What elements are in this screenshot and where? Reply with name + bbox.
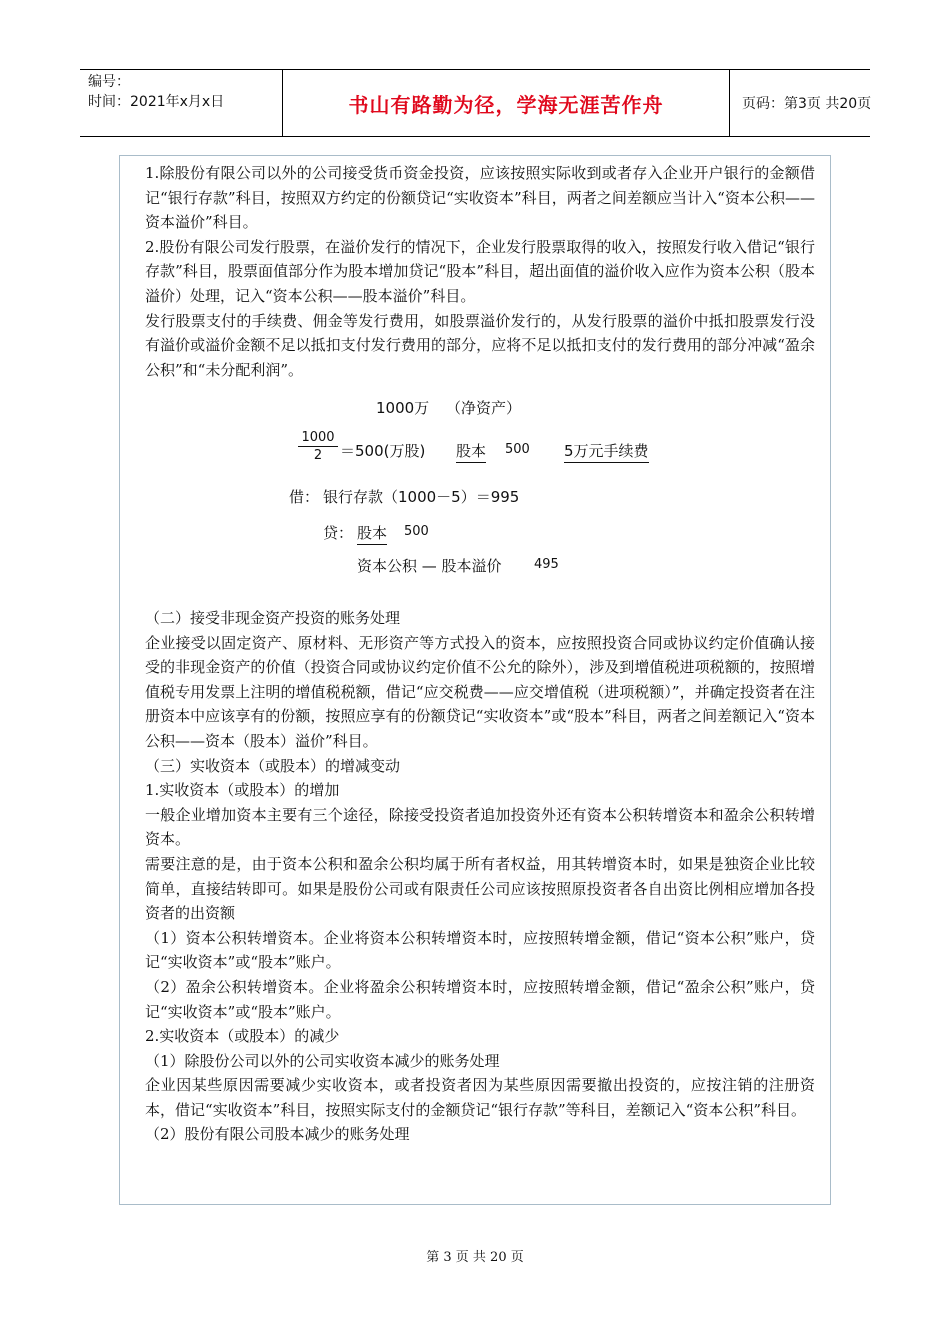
header-meta — [80, 70, 282, 136]
diagram-net-assets-note: （净资产） — [446, 399, 522, 417]
diagram-credit-label: 股本 — [357, 522, 387, 545]
page-header — [80, 69, 870, 137]
paragraph: 发行股票支付的手续费、佣金等发行费用，如股票溢价发行的，从发行股票的溢价中抵扣股票发行没有溢价或溢价金额不足以抵扣支付发行费用的部分，应将不足以抵扣支付的发行费用的部分冲减“盈余公积”和“未分配利润”。 — [145, 311, 815, 379]
paragraph: （2）盈余公积转增资本。企业将盈余公积转增资本时，应按照转增金额，借记“盈余公积”账户，贷记“实收资本”或“股本”账户。 — [145, 977, 815, 1021]
diagram-credit-prefix: 贷： — [323, 524, 354, 542]
paragraph: 一般企业增加资本主要有三个途径，除接受投资者追加投资外还有资本公积转增资本和盈余公积转增资本。 — [145, 805, 815, 849]
number-label: 编号： — [88, 74, 130, 90]
paragraph: 需要注意的是，由于资本公积和盈余公积均属于所有者权益，用其转增资本时，如果是独资企业比较简单，直接结转即可。如果是股份公司或有限责任公司应该按照原投资者各自出资比例相应增加各投资者的出资额 — [145, 854, 815, 923]
fraction-numerator: 1000 — [298, 430, 338, 447]
header-motto: 书山有路勤为径，学海无涯苦作舟 — [282, 70, 730, 136]
section-heading: （二）接受非现金资产投资的账务处理 — [145, 609, 401, 627]
diagram-equity-value: 500 — [505, 442, 530, 457]
page-footer: 第 3 页 共 20 页 — [426, 1250, 524, 1265]
fraction-denominator: 2 — [313, 448, 323, 463]
subsection-heading: （1）除股份公司以外的公司实收资本减少的账务处理 — [145, 1051, 500, 1070]
diagram-credit-value: 500 — [404, 524, 429, 539]
subsection-heading: 2.实收资本（或股本）的减少 — [145, 1027, 340, 1046]
paragraph: （1）资本公积转增资本。企业将资本公积转增资本时，应按照转增金额，借记“资本公积”账户，贷记“实收资本”或“股本”账户。 — [145, 928, 815, 972]
diagram-amount: 1000万 — [376, 399, 430, 417]
subsection-heading: （2）股份有限公司股本减少的账务处理 — [145, 1125, 410, 1144]
paragraph: 企业接受以固定资产、原材料、无形资产等方式投入的资本，应按照投资合同或协议约定价值确认接受的非现金资产的价值（投资合同或协议约定价值不公允的除外），涉及到增值税进项税额的，按照增值税专用发票上注明的增值税税额，借记“应交税费——应交增值税（进项税额）”，并确定投资者在注册资本中应该享有的份额，按照应享有的份额贷记“实收资本”或“股本”科目，两者之间差额记入“资本公积——资本（股本）溢价”科目。 — [145, 633, 815, 750]
paragraph: 2.股份有限公司发行股票，在溢价发行的情况下，企业发行股票取得的收入，按照发行收入借记“银行存款”科目，股票面值部分作为股本增加贷记“股本”科目，超出面值的溢价收入应作为资本公积（股本溢价）处理，记入“资本公积——股本溢价”科目。 — [145, 237, 815, 305]
page-info: 页码：第3页 共20页 — [742, 96, 872, 112]
section-monetary-investment — [145, 161, 815, 382]
paragraph: 1.除股份有限公司以外的公司接受货币资金投资，应该按照实际收到或者存入企业开户银行的金额借记“银行存款”科目，按照双方约定的份额贷记“实收资本”科目，两者之间差额应当计入“资本公积——资本溢价”科目。 — [145, 164, 815, 232]
subsection-heading: 1.实收资本（或股本）的增加 — [145, 781, 340, 800]
section-heading: （三）实收资本（或股本）的增减变动 — [145, 756, 401, 775]
diagram-premium-value: 495 — [534, 557, 559, 572]
paragraph: 企业因某些原因需要减少实收资本，或者投资者因为某些原因需要撤出投资的，应按注销的注册资本，借记“实收资本”科目，按照实际支付的金额贷记“银行存款”等科目，差额记入“资本公积”科目。 — [145, 1076, 815, 1119]
time-label: 时间：2021年x月x日 — [88, 94, 225, 110]
section-non-cash-investment — [145, 606, 815, 1147]
diagram-equity-label: 股本 — [456, 440, 486, 463]
diagram-share-count: ＝500(万股) — [340, 442, 426, 460]
diagram-fraction — [298, 430, 338, 463]
diagram-fee-note: 5万元手续费 — [564, 440, 649, 463]
diagram-debit-entry: 银行存款（1000－5）＝995 — [323, 488, 520, 506]
diagram-debit-prefix: 借： — [289, 488, 320, 506]
diagram-premium-label: 资本公积 — 股本溢价 — [357, 557, 502, 575]
